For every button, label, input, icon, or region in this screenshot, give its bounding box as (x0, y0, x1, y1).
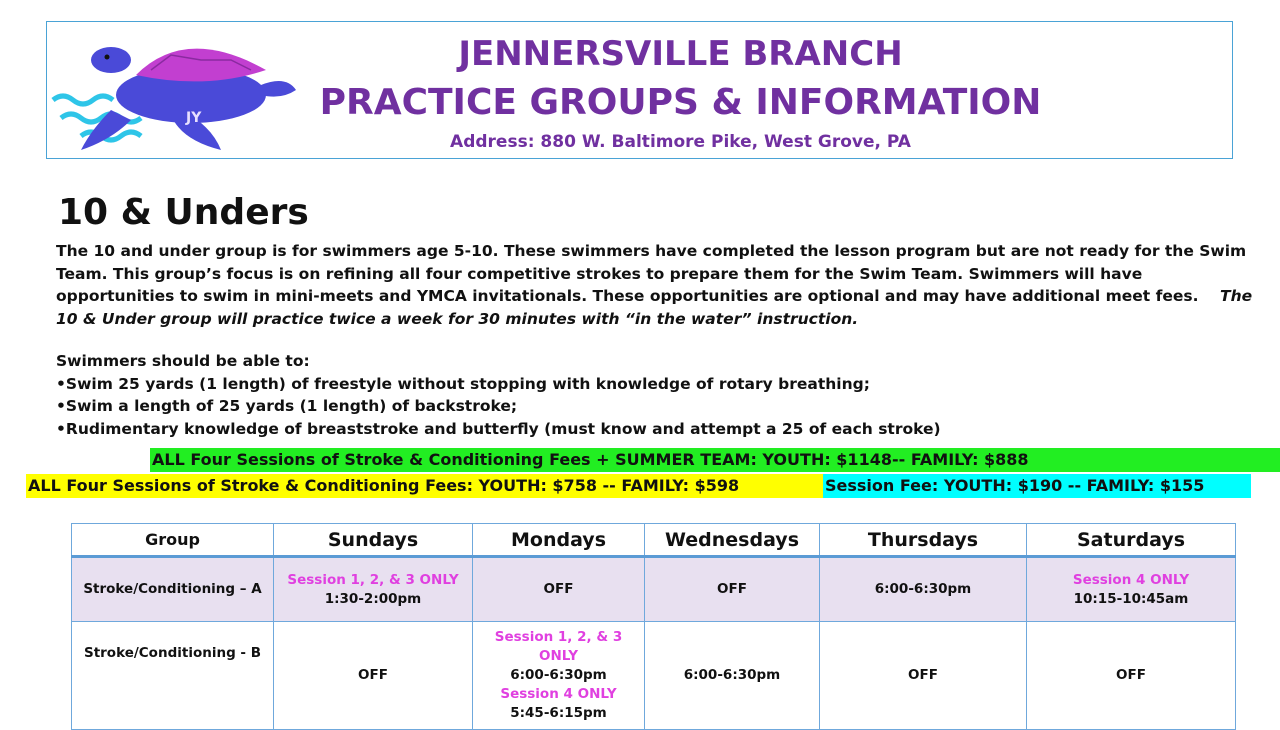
cell-sunday (274, 557, 473, 622)
header-wednesdays: Wednesdays (645, 524, 820, 557)
description-italic: The 10 & Under group will practice twice a week for 30 minutes with “in the water” instruction. (56, 287, 1253, 328)
cell-wednesday: 6:00-6:30pm (645, 622, 820, 730)
fee-single-session: Session Fee: YOUTH: $190 -- FAMILY: $155 (823, 474, 1251, 498)
cell-saturday (1027, 557, 1236, 622)
table-row (72, 557, 1236, 622)
group-description (56, 240, 1256, 330)
header-mondays: Mondays (473, 524, 645, 557)
session-note: Session 4 ONLY (500, 686, 617, 702)
header-banner (46, 21, 1233, 159)
requirement-item: •Swim 25 yards (1 length) of freestyle without stopping with knowledge of rotary breathing; (56, 374, 870, 393)
schedule-table (71, 523, 1236, 730)
cell-thursday: OFF (820, 622, 1027, 730)
session-note: Session 4 ONLY (1072, 571, 1190, 588)
section-title: 10 & Unders (58, 192, 309, 233)
page-title: PRACTICE GROUPS & INFORMATION (319, 82, 1042, 123)
fee-all-sessions: ALL Four Sessions of Stroke & Conditioning Fees: YOUTH: $758 -- FAMILY: $598 (26, 474, 823, 498)
cell-thursday: 6:00-6:30pm (820, 557, 1027, 622)
header-saturdays: Saturdays (1027, 524, 1236, 557)
table-header-row (72, 524, 1236, 557)
cell-wednesday: OFF (645, 557, 820, 622)
header-sundays: Sundays (274, 524, 473, 557)
group-name: Stroke/Conditioning - B (72, 622, 274, 730)
description-text: The 10 and under group is for swimmers age 5-10. These swimmers have completed the lesson program but are not ready for the Swim Team. This group’s focus is on refining all four competitive strokes to prepare them for the Swim Team. Swimmers will have opportunities to swim in mini-meets and YMCA invitationals. These opportunities are optional and may have additional meet fees. (56, 242, 1247, 305)
requirement-item: •Swim a length of 25 yards (1 length) of backstroke; (56, 397, 518, 415)
table-row (72, 622, 1236, 730)
header-group: Group (72, 524, 274, 557)
cell-saturday: OFF (1027, 622, 1236, 730)
session-note: Session 1, 2, & 3 ONLY (494, 629, 623, 664)
branch-title: JENNERSVILLE BRANCH (458, 34, 903, 74)
time-value: 6:00-6:30pm (510, 667, 607, 683)
time-value: 10:15-10:45am (1073, 590, 1189, 607)
cell-monday: OFF (473, 557, 645, 622)
fee-all-sessions-summer: ALL Four Sessions of Stroke & Conditioning Fees + SUMMER TEAM: YOUTH: $1148-- FAMILY: $888 (150, 448, 1280, 472)
group-name: Stroke/Conditioning – A (72, 557, 274, 622)
time-value: 5:45-6:15pm (510, 705, 607, 721)
requirement-item: •Rudimentary knowledge of breaststroke and butterfly (must know and attempt a 25 of each stroke) (56, 419, 941, 438)
svg-text:JY: JY (186, 110, 202, 126)
requirements-title: Swimmers should be able to: (56, 352, 310, 370)
requirements-list (56, 350, 1256, 440)
header-thursdays: Thursdays (820, 524, 1027, 557)
cell-monday (473, 622, 645, 730)
cell-sunday: OFF (274, 622, 473, 730)
address-line: Address: 880 W. Baltimore Pike, West Grove, PA (450, 132, 911, 152)
session-note: Session 1, 2, & 3 ONLY (287, 571, 459, 588)
time-value: 1:30-2:00pm (324, 590, 422, 607)
